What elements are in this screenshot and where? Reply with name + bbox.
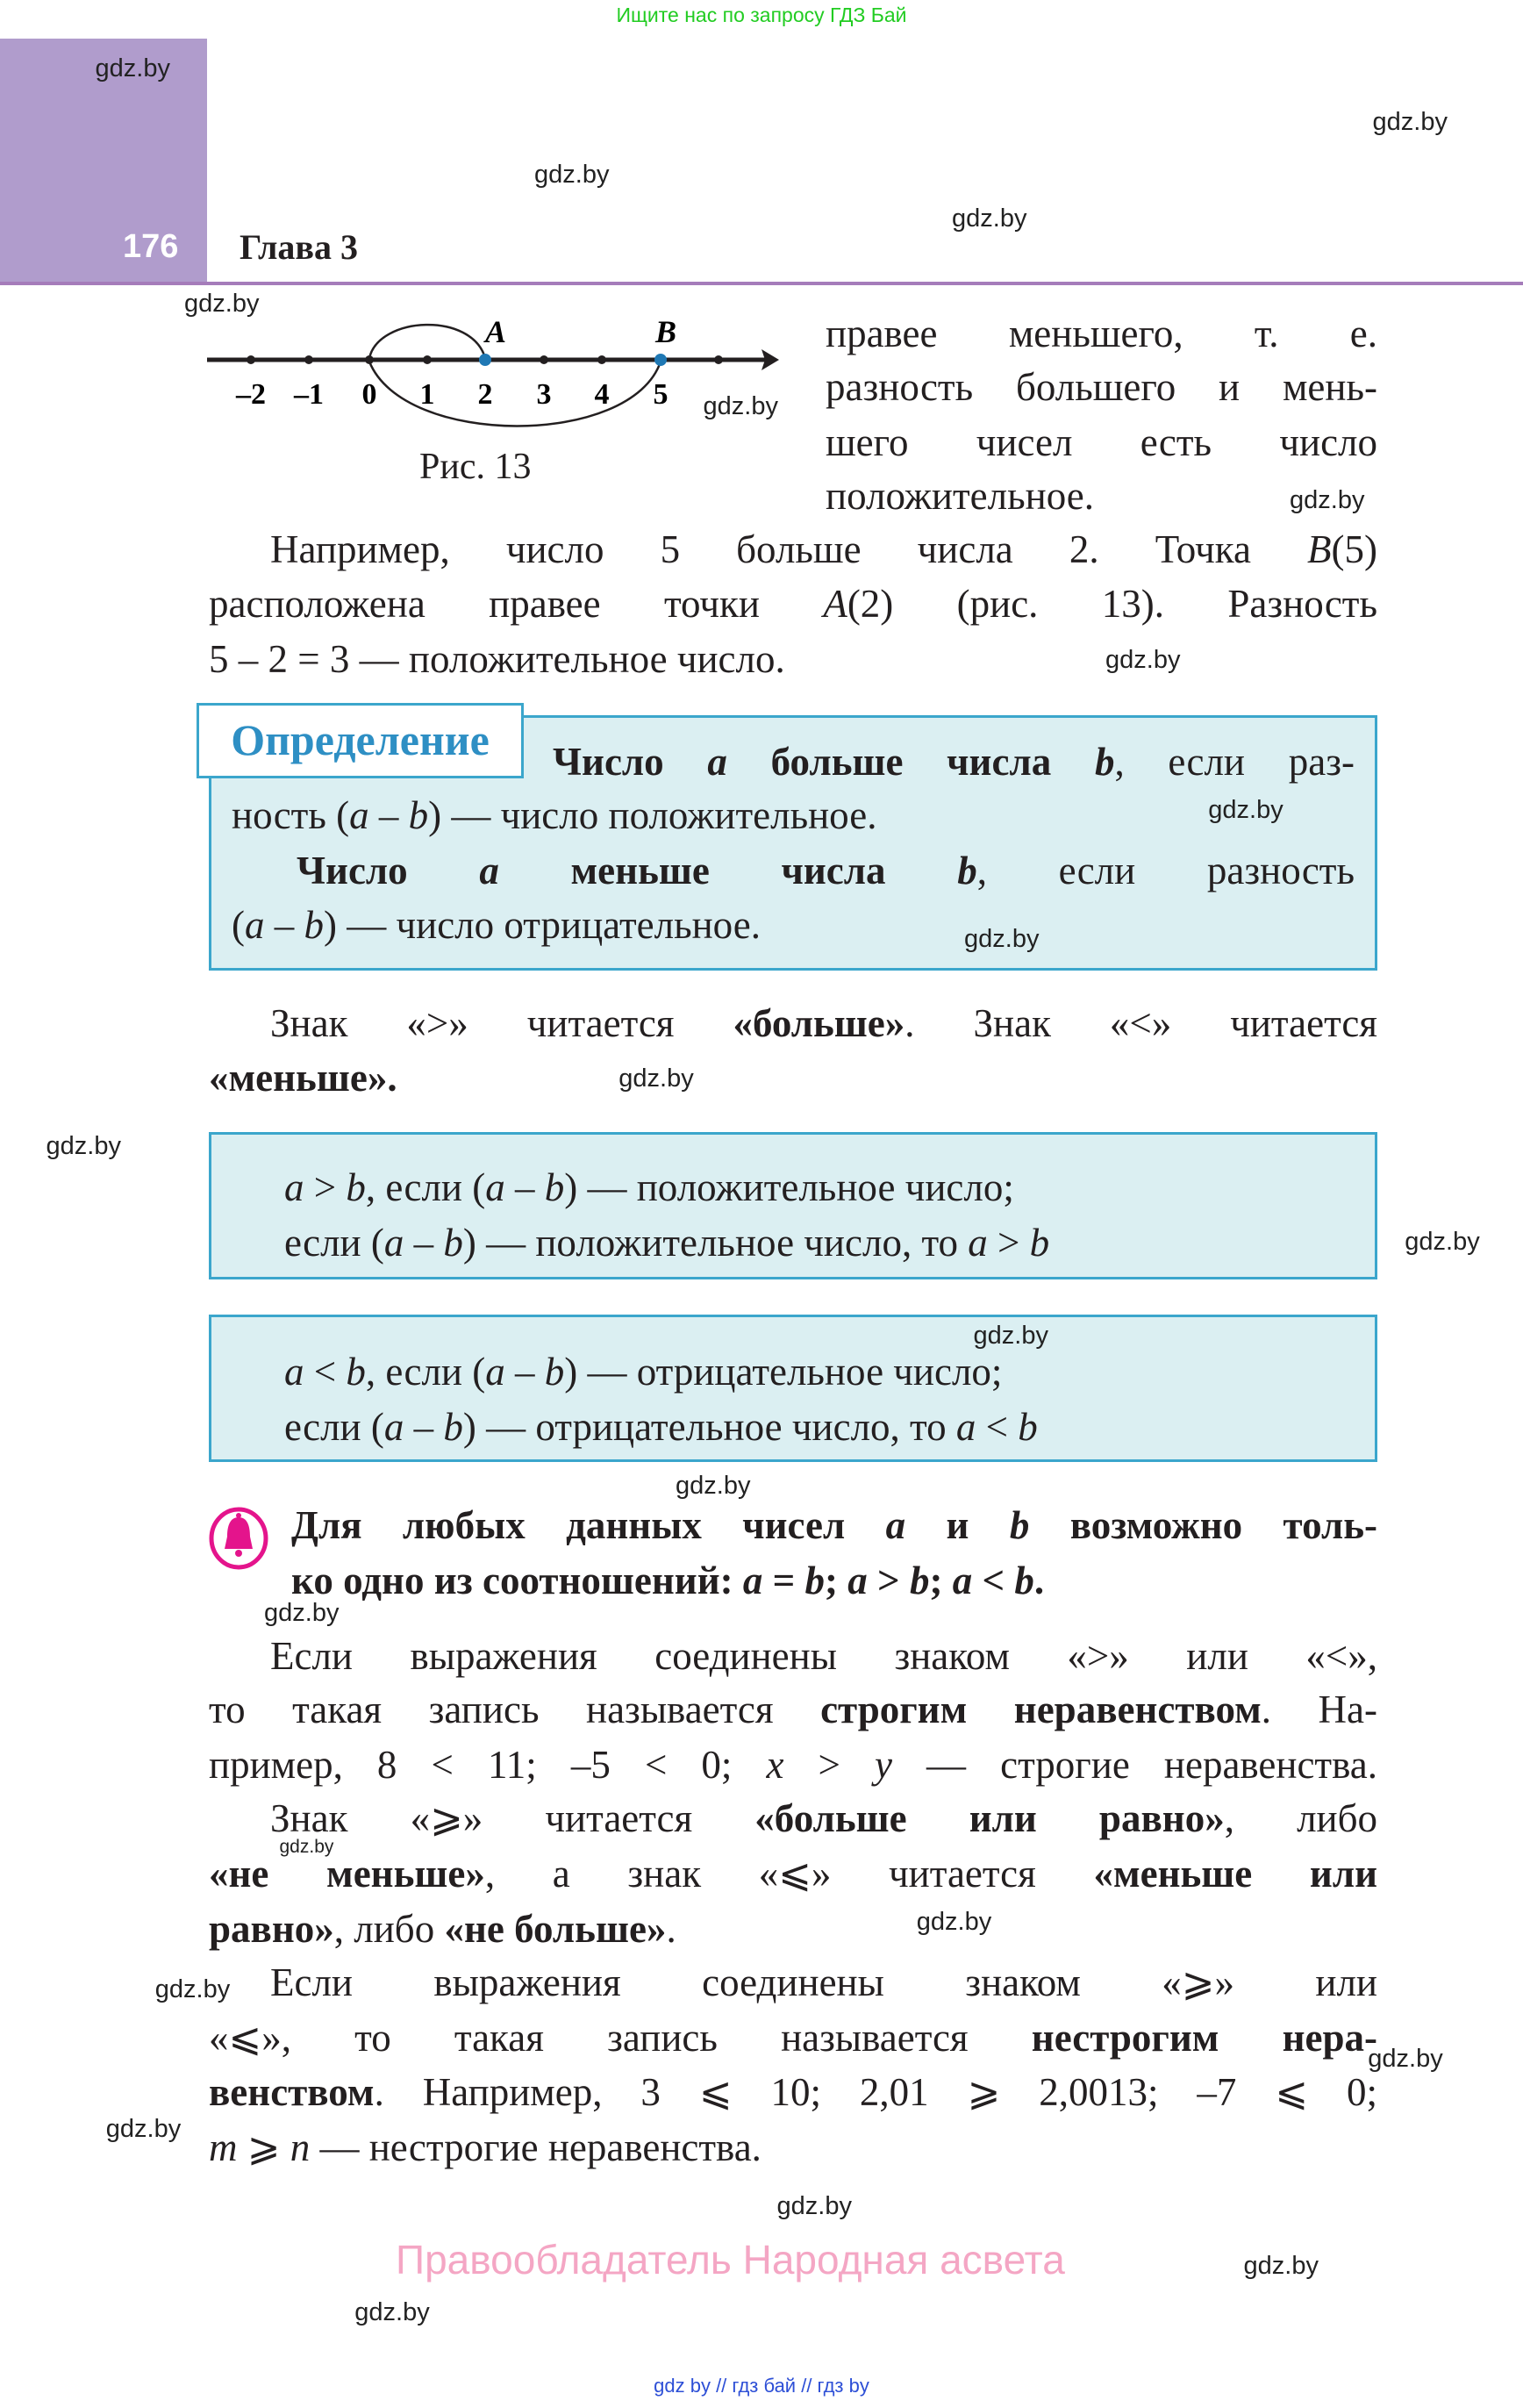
watermark-text: gdz.by: [1368, 2044, 1443, 2073]
text-run: 5 – 2 = 3 — положительное число.: [209, 637, 785, 681]
copyright-notice: Правообладатель Народная асвета: [396, 2237, 1065, 2283]
right-column-line: [826, 360, 1377, 414]
text-run: –: [404, 1221, 444, 1265]
watermark-text: gdz.by: [1105, 645, 1181, 674]
text-run: правее меньшего, т. е.: [826, 312, 1377, 355]
text-run: ) — число отрицательное.: [324, 903, 761, 947]
bold-text-run: ко одно из соотношений:: [291, 1559, 743, 1602]
italic-text-run: b: [804, 1559, 826, 1602]
watermark-text: gdz.by: [184, 289, 260, 318]
tick-mark: [365, 355, 374, 364]
italic-text-run: b: [544, 1165, 565, 1209]
watermark-text: gdz.by: [776, 2191, 852, 2220]
text-run: , если (: [365, 1165, 486, 1209]
bold-text-run: венством: [209, 2070, 375, 2114]
text-run: ) — отрицательное число, то: [462, 1405, 956, 1449]
bold-text-run: больше числа: [726, 740, 1095, 784]
search-hint: Ищите нас по запросу ГДЗ Бай: [616, 4, 907, 26]
text-run: «⩽», то такая запись называется: [209, 2016, 1032, 2060]
text-run: . На-: [1261, 1688, 1377, 1731]
text-run: Знак «>» читается: [270, 1001, 733, 1045]
italic-text-run: a: [349, 793, 369, 837]
italic-text-run: B: [1307, 527, 1332, 571]
text-run: положительное.: [826, 474, 1094, 518]
tick-label: 0: [361, 378, 377, 411]
definition-line: [553, 735, 1355, 789]
para3-line: [209, 2120, 1377, 2175]
text-run: разность большего и мень-: [826, 365, 1377, 409]
italic-text-run: y: [874, 1743, 892, 1787]
tick-label: 1: [419, 378, 435, 411]
watermark-text: gdz.by: [952, 204, 1027, 233]
watermark-text: gdz.by: [964, 925, 1040, 953]
tick-mark: [597, 355, 606, 364]
italic-text-run: A: [823, 582, 847, 626]
italic-text-run: b: [1018, 1405, 1038, 1449]
point-b-label: B: [655, 314, 677, 349]
bold-text-run: «больше»: [733, 1001, 905, 1045]
point-a-label: A: [485, 314, 507, 349]
text-run: , либо: [333, 1907, 445, 1951]
bold-text-run: «меньше».: [209, 1056, 397, 1100]
italic-text-run: a: [383, 1221, 404, 1265]
watermark-text: gdz.by: [703, 391, 778, 420]
text-run: –: [504, 1165, 545, 1209]
text-run: — строгие неравенства.: [891, 1743, 1377, 1787]
tick-label: –2: [236, 378, 266, 411]
tick-mark: [540, 355, 548, 364]
bold-text-run: и: [905, 1503, 1010, 1547]
tick-label: 4: [594, 378, 610, 411]
para3-line: [209, 1902, 1377, 1956]
bold-text-run: «меньше или: [1093, 1852, 1377, 1896]
bold-text-run: Для любых данных чисел: [291, 1503, 886, 1547]
italic-text-run: b: [346, 1165, 366, 1209]
box-greater-line: [284, 1160, 1337, 1215]
para1-line: [270, 522, 1377, 577]
text-run: расположена правее точки: [209, 582, 824, 626]
watermark-text: gdz.by: [1372, 108, 1448, 136]
text-run: –: [368, 793, 409, 837]
watermark-text: gdz.by: [1405, 1227, 1480, 1256]
para3-line: [270, 1791, 1377, 1845]
text-run: ⩾: [237, 2125, 290, 2169]
arc-0-to-2: [369, 325, 485, 358]
text-run: ) — отрицательное число;: [564, 1350, 1003, 1394]
para2-line: [209, 1050, 1377, 1105]
text-run: Знак «⩾» читается: [270, 1796, 755, 1840]
watermark-text: gdz.by: [154, 1975, 231, 2003]
tick-label: 3: [536, 378, 552, 411]
page-number: 176: [123, 228, 179, 265]
italic-text-run: b: [1014, 1559, 1034, 1602]
text-run: Например, число 5 больше числа 2. Точка: [270, 527, 1308, 571]
italic-text-run: a: [955, 1405, 976, 1449]
italic-text-run: b: [304, 903, 324, 947]
italic-text-run: a: [847, 1559, 868, 1602]
italic-text-run: b: [1094, 740, 1115, 784]
italic-text-run: a: [245, 903, 265, 947]
bold-text-run: ;: [825, 1559, 848, 1602]
text-run: <: [976, 1405, 1019, 1449]
header-divider: [0, 282, 1523, 285]
text-run: –: [264, 903, 304, 947]
bold-text-run: .: [1033, 1559, 1045, 1602]
text-run: >: [304, 1165, 347, 1209]
text-run: (: [232, 903, 245, 947]
watermark-text: gdz.by: [916, 1908, 992, 1936]
tick-mark: [304, 355, 313, 364]
watermark-text: gdz.by: [95, 54, 170, 82]
bold-text-run: «больше или равно»: [754, 1796, 1225, 1840]
definition-line: [232, 898, 1355, 952]
italic-text-run: b: [1029, 1221, 1050, 1265]
bold-text-run: ;: [929, 1559, 953, 1602]
watermark-text: gdz.by: [264, 1599, 340, 1628]
point-marker: [479, 354, 491, 366]
para3-line: [209, 2065, 1377, 2119]
text-run: ность (: [232, 793, 350, 837]
text-run: (5): [1331, 527, 1377, 571]
text-run: если (: [284, 1221, 384, 1265]
italic-text-run: a: [952, 1559, 973, 1602]
bold-text-run: меньше числа: [498, 849, 958, 892]
bold-text-run: <: [972, 1559, 1015, 1602]
text-run: ) — положительное число, то: [462, 1221, 969, 1265]
text-run: , либо: [1224, 1796, 1378, 1840]
definition-line: [232, 788, 1355, 842]
italic-text-run: a: [707, 740, 727, 784]
italic-text-run: a: [383, 1405, 404, 1449]
italic-text-run: a: [742, 1559, 763, 1602]
bold-text-run: нестрогим нера-: [1031, 2016, 1377, 2060]
italic-text-run: m: [209, 2125, 238, 2169]
text-run: –: [504, 1350, 545, 1394]
text-run: Если выражения соединены знаком «⩾» или: [270, 1960, 1377, 2004]
right-column-line: [826, 306, 1377, 361]
definition-line: [297, 843, 1355, 898]
italic-text-run: a: [885, 1503, 906, 1547]
footer-links[interactable]: gdz by // гдз бай // гдз by: [654, 2375, 869, 2397]
italic-text-run: a: [479, 849, 499, 892]
bold-text-run: Число: [553, 740, 708, 784]
watermark-text: gdz.by: [534, 160, 610, 189]
italic-text-run: x: [766, 1743, 784, 1787]
italic-text-run: b: [408, 793, 429, 837]
tick-mark: [714, 355, 723, 364]
tick-mark: [423, 355, 432, 364]
text-run: , если раз-: [1114, 740, 1355, 784]
text-run: >: [987, 1221, 1030, 1265]
watermark-text: gdz.by: [1208, 796, 1283, 824]
text-run: ) — число положительное.: [428, 793, 877, 837]
chapter-title: Глава 3: [240, 227, 358, 267]
italic-text-run: b: [443, 1405, 463, 1449]
text-run: , а знак «⩽» читается: [484, 1852, 1094, 1896]
para1-line: [209, 577, 1377, 631]
para3-line: [209, 1682, 1377, 1737]
tick-label: 2: [477, 378, 493, 411]
italic-text-run: b: [544, 1350, 565, 1394]
bold-text-run: >: [867, 1559, 910, 1602]
text-run: если (: [284, 1405, 384, 1449]
text-run: –: [404, 1405, 444, 1449]
text-run: ) — положительное число;: [564, 1165, 1014, 1209]
para1-line: [209, 632, 1377, 686]
bold-text-run: «не больше»: [444, 1907, 667, 1951]
italic-text-run: b: [443, 1221, 463, 1265]
rule-line: [291, 1498, 1377, 1552]
watermark-text: gdz.by: [1243, 2252, 1319, 2280]
text-run: .: [666, 1907, 676, 1951]
para3-line: [270, 1629, 1377, 1683]
para2-line: [270, 996, 1377, 1050]
watermark-text: gdz.by: [279, 1837, 334, 1858]
watermark-text: gdz.by: [46, 1132, 121, 1161]
right-column-line: [826, 415, 1377, 469]
tick-label: 5: [653, 378, 669, 411]
watermark-text: gdz.by: [618, 1064, 694, 1093]
rule-line: [291, 1553, 1377, 1608]
tick-mark: [247, 355, 255, 364]
italic-text-run: b: [957, 849, 977, 892]
watermark-text: gdz.by: [1290, 485, 1365, 514]
italic-text-run: a: [485, 1165, 505, 1209]
watermark-text: gdz.by: [973, 1321, 1048, 1350]
text-run: то такая запись называется: [209, 1688, 821, 1731]
bold-text-run: «не меньше»: [209, 1852, 485, 1896]
para3-line: [270, 1955, 1377, 2010]
italic-text-run: a: [284, 1350, 304, 1394]
arc-0-to-5: [369, 362, 661, 426]
italic-text-run: a: [968, 1221, 988, 1265]
text-run: <: [304, 1350, 347, 1394]
text-run: Если выражения соединены знаком «>» или «<»,: [270, 1634, 1377, 1678]
bold-text-run: возможно толь-: [1029, 1503, 1378, 1547]
text-run: . Например, 3 ⩽ 10; 2,01 ⩾ 2,0013; –7 ⩽ 0;: [374, 2070, 1377, 2114]
text-run: — нестрогие неравенства.: [310, 2125, 762, 2169]
para3-line: [209, 1738, 1377, 1792]
box-less-line: [284, 1344, 1337, 1399]
box-greater-line: [284, 1215, 1337, 1270]
text-run: , если разность: [976, 849, 1355, 892]
point-marker: [654, 354, 667, 366]
italic-text-run: a: [485, 1350, 505, 1394]
box-less-line: [284, 1400, 1337, 1454]
watermark-text: gdz.by: [354, 2297, 430, 2326]
figure-caption: Рис. 13: [419, 447, 532, 487]
definition-title: Определение: [197, 703, 524, 778]
bold-text-run: =: [762, 1559, 805, 1602]
text-run: (2) (рис. 13). Разность: [847, 582, 1377, 626]
text-run: , если (: [365, 1350, 486, 1394]
italic-text-run: b: [909, 1559, 930, 1602]
text-run: пример, 8 < 11; –5 < 0;: [209, 1743, 767, 1787]
italic-text-run: b: [346, 1350, 366, 1394]
tick-label: –1: [294, 378, 324, 411]
bold-text-run: Число: [297, 849, 480, 892]
italic-text-run: a: [284, 1165, 304, 1209]
para3-line: [209, 2010, 1377, 2065]
watermark-text: gdz.by: [105, 2115, 182, 2144]
para3-line: [209, 1846, 1377, 1901]
text-run: >: [783, 1743, 875, 1787]
bell-icon: [205, 1505, 272, 1572]
bold-text-run: равно»: [209, 1907, 334, 1951]
italic-text-run: b: [1009, 1503, 1030, 1547]
bold-text-run: строгим неравенством: [820, 1688, 1262, 1731]
text-run: . Знак «<» читается: [905, 1001, 1377, 1045]
text-run: шего чисел есть число: [826, 420, 1377, 464]
watermark-text: gdz.by: [676, 1472, 751, 1500]
italic-text-run: n: [290, 2125, 311, 2169]
